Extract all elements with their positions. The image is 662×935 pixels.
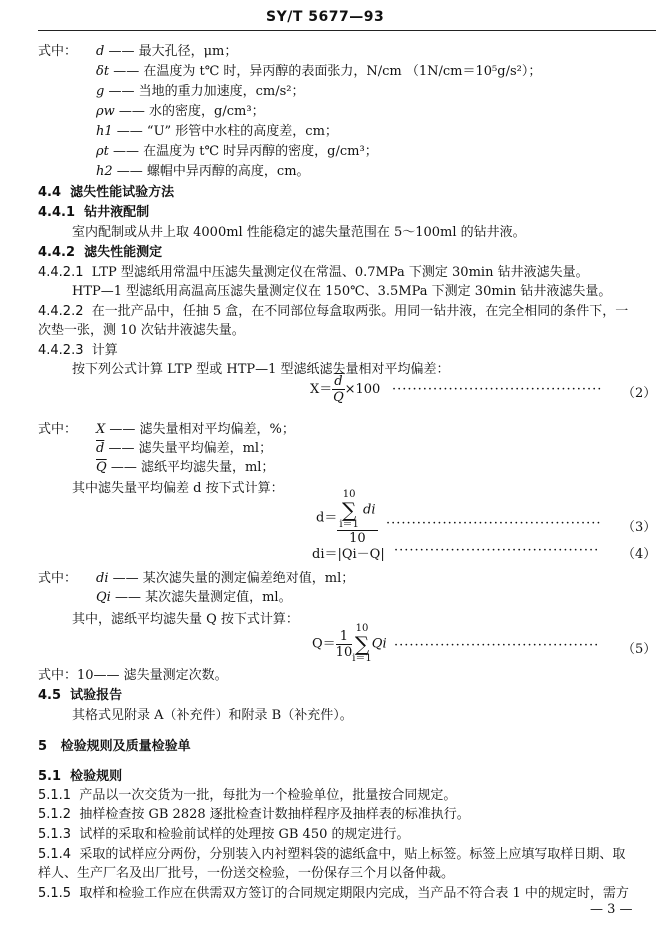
leader-dots: ·········································· bbox=[386, 516, 602, 531]
paragraph: 4.4.2.1 LTP 型滤纸用常温中压滤失量测定仪在常温、0.7MPa 下测定 30min 钻井液滤失量。 bbox=[38, 265, 589, 280]
formula-label: （2） bbox=[622, 386, 657, 401]
section-heading: 5 检验规则及质量检验单 bbox=[38, 739, 191, 754]
symbol-row: g —— 当地的重力加速度，cm/s²； bbox=[96, 84, 305, 99]
formula-label: （4） bbox=[622, 547, 657, 562]
symbol-row: di —— 某次滤失量的测定偏差绝对值，ml； bbox=[96, 571, 355, 586]
leader-dots: ········································ bbox=[394, 638, 600, 653]
section-heading: 4.4.2 滤失性能测定 bbox=[38, 245, 163, 260]
symbol-row: Qi —— 某次滤失量测定值，ml。 bbox=[96, 590, 292, 605]
page-number: — 3 — bbox=[590, 902, 633, 917]
leader-dots: ········································· bbox=[392, 382, 603, 397]
formula-label: （3） bbox=[622, 520, 657, 535]
paragraph: 样人、生产厂名及出厂批号，一份送交检验，一份保存三个月以备仲裁。 bbox=[38, 866, 455, 881]
paragraph: 4.4.2.2 在一批产品中，任抽 5 盒，在不同部位每盒取两张。用同一钻井液，在完全相同的条件下，一 bbox=[38, 304, 629, 319]
formula-4: di＝|Qi－Q| bbox=[312, 547, 385, 562]
symbols-prefix: 式中： bbox=[38, 44, 78, 59]
symbol-row: d —— 最大孔径，μm； bbox=[96, 44, 238, 59]
symbol-row: ρw —— 水的密度，g/cm³； bbox=[96, 104, 265, 119]
section-heading: 4.4.2.3 计算 bbox=[38, 343, 118, 358]
paragraph: 5.1.2 抽样检查按 GB 2828 逐批检查计数抽样程序及抽样表的标准执行。 bbox=[38, 807, 470, 822]
header-rule bbox=[38, 30, 656, 31]
symbol-row: h2 —— 螺帽中异丙醇的高度，cm。 bbox=[96, 164, 310, 179]
symbols-prefix: 式中： bbox=[38, 571, 78, 586]
section-heading: 4.4 滤失性能试验方法 bbox=[38, 185, 175, 200]
formula-3: d＝ 10 ∑ i＝1 di 10 bbox=[316, 489, 376, 546]
symbol-row: h1 —— “U” 形管中水柱的高度差，cm； bbox=[96, 124, 338, 139]
paragraph: 其中滤失量平均偏差 d 按下式计算： bbox=[72, 481, 284, 496]
section-heading: 5.1 检验规则 bbox=[38, 769, 123, 784]
paragraph: 5.1.1 产品以一次交货为一批，每批为一个检验单位，批量按合同规定。 bbox=[38, 788, 457, 803]
standard-code: SY/T 5677—93 bbox=[266, 9, 385, 25]
paragraph: 其格式见附录 A（补充件）和附录 B（补充件）。 bbox=[72, 708, 353, 723]
paragraph: 室内配制或从井上取 4000ml 性能稳定的滤失量范围在 5～100ml 的钻井液。 bbox=[72, 225, 526, 240]
formula-5: Q＝ $\frac{1}{10}$ 10 ∑ i＝1Qi bbox=[312, 623, 387, 664]
paragraph: 其中，滤纸平均滤失量 Q 按下式计算： bbox=[72, 612, 299, 627]
section-heading: 4.4.1 钻井液配制 bbox=[38, 205, 150, 220]
symbol-row: X —— 滤失量相对平均偏差，%； bbox=[96, 422, 295, 437]
paragraph: 5.1.5 取样和检验工作应在供需双方签订的合同规定期限内完成，当产品不符合表 1 中的规定时，需方 bbox=[38, 886, 629, 901]
formula-2: X＝ $\frac{\overline{d}}{Q}$ ×100 bbox=[310, 374, 381, 405]
paragraph: 按下列公式计算 LTP 型或 HTP—1 型滤纸滤失量相对平均偏差： bbox=[72, 362, 450, 377]
leader-dots: ········································ bbox=[394, 543, 600, 558]
paragraph: 次垫一张，测 10 次钻井液滤失量。 bbox=[38, 323, 245, 338]
symbol-row: δt —— 在温度为 t℃ 时，异丙醇的表面张力，N/cm （1N/cm＝10⁵g/s²）； bbox=[96, 64, 542, 79]
symbols-prefix: 式中： bbox=[38, 422, 78, 437]
symbol-row: 式中：10—— 滤失量测定次数。 bbox=[38, 668, 228, 683]
paragraph: 5.1.3 试样的采取和检验前试样的处理按 GB 450 的规定进行。 bbox=[38, 827, 410, 842]
symbol-row: ρt —— 在温度为 t℃ 时异丙醇的密度，g/cm³； bbox=[96, 144, 378, 159]
section-heading: 4.5 试验报告 bbox=[38, 688, 123, 703]
symbol-row: $\overline{d}$ —— 滤失量平均偏差，ml； bbox=[96, 441, 273, 456]
paragraph: HTP—1 型滤纸用高温高压滤失量测定仪在 150℃、3.5MPa 下测定 30min 钻井液滤失量。 bbox=[72, 284, 612, 299]
formula-label: （5） bbox=[622, 642, 657, 657]
paragraph: 5.1.4 采取的试样应分两份，分别装入内衬塑料袋的滤纸盒中，贴上标签。标签上应填写取样日期、取 bbox=[38, 847, 626, 862]
symbol-row: $\overline{Q}$ —— 滤纸平均滤失量，ml； bbox=[96, 460, 275, 475]
